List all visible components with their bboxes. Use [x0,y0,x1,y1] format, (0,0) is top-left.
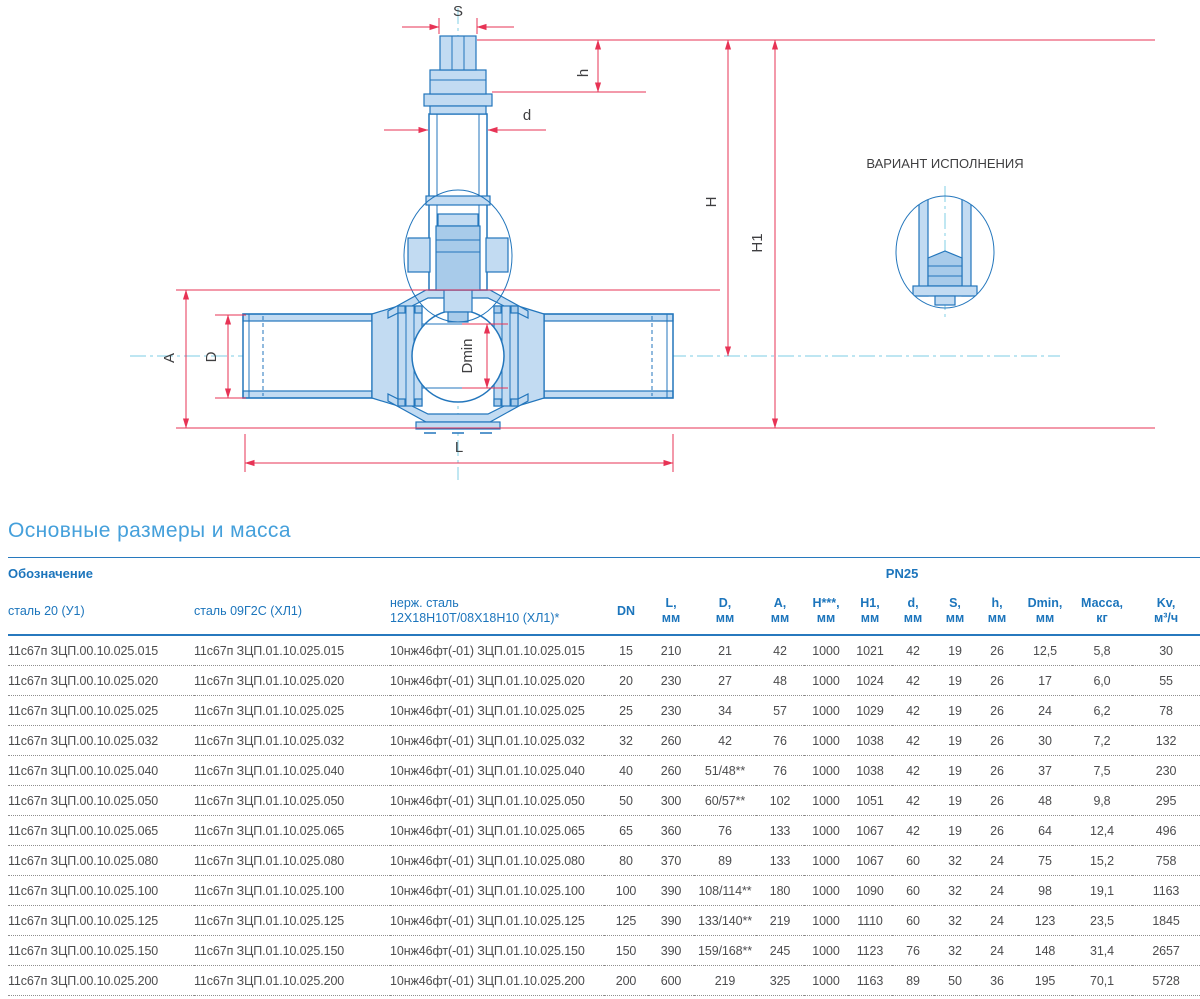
designation-cell: 11с67п ЗЦП.01.10.025.100 [194,876,390,906]
value-cell: 42 [892,816,934,846]
designation-cell: 11с67п ЗЦП.00.10.025.100 [8,876,194,906]
value-cell: 1000 [804,936,848,966]
value-cell: 230 [648,696,694,726]
value-cell: 102 [756,786,804,816]
value-cell: 76 [756,756,804,786]
column-header-H1: H1, мм [848,588,892,635]
value-cell: 1090 [848,876,892,906]
value-cell: 1024 [848,666,892,696]
value-cell: 26 [976,756,1018,786]
designation-cell: 11с67п ЗЦП.00.10.025.040 [8,756,194,786]
value-cell: 390 [648,936,694,966]
value-cell: 600 [648,966,694,996]
value-cell: 758 [1132,846,1200,876]
value-cell: 80 [604,846,648,876]
dimension-label-h: h [575,68,592,78]
value-cell: 65 [604,816,648,846]
value-cell: 2657 [1132,936,1200,966]
value-cell: 36 [976,966,1018,996]
value-cell: 390 [648,906,694,936]
value-cell: 23,5 [1072,906,1132,936]
value-cell: 60/57** [694,786,756,816]
table-row [8,816,1200,846]
column-header-L: L, мм [648,588,694,635]
pn-group-header: PN25 [885,565,919,581]
table-row [8,876,1200,906]
dimension-label-s: S [452,3,464,20]
value-cell: 1000 [804,846,848,876]
value-cell: 260 [648,726,694,756]
value-cell: 300 [648,786,694,816]
value-cell: 19 [934,666,976,696]
value-cell: 32 [604,726,648,756]
table-row [8,936,1200,966]
value-cell: 42 [892,786,934,816]
designation-cell: 11с67п ЗЦП.01.10.025.080 [194,846,390,876]
value-cell: 15,2 [1072,846,1132,876]
value-cell: 1000 [804,635,848,666]
value-cell: 24 [1018,696,1072,726]
section-title: Основные размеры и масса [8,519,291,542]
designation-cell: 10нж46фт(-01) ЗЦП.01.10.025.032 [390,726,604,756]
value-cell: 1163 [1132,876,1200,906]
value-cell: 24 [976,906,1018,936]
variant-detail [866,156,1023,320]
value-cell: 5728 [1132,966,1200,996]
designation-cell: 10нж46фт(-01) ЗЦП.01.10.025.200 [390,966,604,996]
column-header-steel20: сталь 20 (У1) [8,588,194,635]
dimension-label-D: D [203,351,220,363]
designation-cell: 10нж46фт(-01) ЗЦП.01.10.025.015 [390,635,604,666]
value-cell: 20 [604,666,648,696]
value-cell: 24 [976,876,1018,906]
value-cell: 1029 [848,696,892,726]
dimension-label-H: H [703,196,720,208]
value-cell: 19,1 [1072,876,1132,906]
designation-cell: 10нж46фт(-01) ЗЦП.01.10.025.150 [390,936,604,966]
value-cell: 9,8 [1072,786,1132,816]
value-cell: 1051 [848,786,892,816]
designation-cell: 11с67п ЗЦП.01.10.025.025 [194,696,390,726]
value-cell: 26 [976,696,1018,726]
value-cell: 76 [756,726,804,756]
dimensions-table [8,557,1200,996]
value-cell: 1000 [804,696,848,726]
value-cell: 19 [934,786,976,816]
value-cell: 12,4 [1072,816,1132,846]
column-header-A: A, мм [756,588,804,635]
value-cell: 1038 [848,726,892,756]
value-cell: 325 [756,966,804,996]
value-cell: 100 [604,876,648,906]
value-cell: 230 [1132,756,1200,786]
column-header-h: h, мм [976,588,1018,635]
column-header-dn: DN [604,588,648,635]
column-header-D: D, мм [694,588,756,635]
value-cell: 55 [1132,666,1200,696]
table-row [8,696,1200,726]
column-header-H: H***, мм [804,588,848,635]
stem-assembly [404,36,512,322]
column-header-steel09g2s: сталь 09Г2С (ХЛ1) [194,588,390,635]
value-cell: 24 [976,936,1018,966]
table-row [8,906,1200,936]
value-cell: 5,8 [1072,635,1132,666]
column-header-stainless: нерж. сталь 12Х18Н10Т/08Х18Н10 (ХЛ1)* [390,588,604,635]
value-cell: 48 [1018,786,1072,816]
column-header-d: d, мм [892,588,934,635]
value-cell: 1123 [848,936,892,966]
value-cell: 19 [934,696,976,726]
value-cell: 19 [934,816,976,846]
value-cell: 40 [604,756,648,786]
value-cell: 180 [756,876,804,906]
variant-title: ВАРИАНТ ИСПОЛНЕНИЯ [866,156,1024,171]
value-cell: 25 [604,696,648,726]
designation-group-header: Обозначение [8,565,93,581]
value-cell: 125 [604,906,648,936]
designation-cell: 11с67п ЗЦП.00.10.025.065 [8,816,194,846]
designation-cell: 10нж46фт(-01) ЗЦП.01.10.025.050 [390,786,604,816]
column-header-S: S, мм [934,588,976,635]
designation-cell: 11с67п ЗЦП.01.10.025.032 [194,726,390,756]
value-cell: 1000 [804,786,848,816]
value-cell: 30 [1018,726,1072,756]
value-cell: 51/48** [694,756,756,786]
value-cell: 98 [1018,876,1072,906]
table-row [8,726,1200,756]
designation-cell: 11с67п ЗЦП.01.10.025.050 [194,786,390,816]
value-cell: 26 [976,816,1018,846]
value-cell: 24 [976,846,1018,876]
value-cell: 132 [1132,726,1200,756]
designation-cell: 11с67п ЗЦП.01.10.025.040 [194,756,390,786]
value-cell: 32 [934,846,976,876]
designation-cell: 11с67п ЗЦП.00.10.025.025 [8,696,194,726]
designation-cell: 11с67п ЗЦП.00.10.025.200 [8,966,194,996]
table-row [8,966,1200,996]
value-cell: 60 [892,906,934,936]
value-cell: 60 [892,846,934,876]
value-cell: 42 [892,696,934,726]
value-cell: 360 [648,816,694,846]
value-cell: 159/168** [694,936,756,966]
value-cell: 64 [1018,816,1072,846]
designation-cell: 11с67п ЗЦП.01.10.025.200 [194,966,390,996]
table-row [8,786,1200,816]
value-cell: 133 [756,816,804,846]
value-cell: 133 [756,846,804,876]
table-row [8,756,1200,786]
value-cell: 210 [648,635,694,666]
value-cell: 37 [1018,756,1072,786]
designation-cell: 11с67п ЗЦП.00.10.025.015 [8,635,194,666]
dimension-label-L: L [454,439,464,456]
value-cell: 12,5 [1018,635,1072,666]
value-cell: 32 [934,936,976,966]
value-cell: 15 [604,635,648,666]
value-cell: 1000 [804,756,848,786]
value-cell: 195 [1018,966,1072,996]
value-cell: 6,2 [1072,696,1132,726]
value-cell: 370 [648,846,694,876]
value-cell: 89 [694,846,756,876]
value-cell: 32 [934,876,976,906]
value-cell: 89 [892,966,934,996]
value-cell: 42 [694,726,756,756]
value-cell: 1000 [804,876,848,906]
value-cell: 219 [694,966,756,996]
value-cell: 260 [648,756,694,786]
designation-cell: 10нж46фт(-01) ЗЦП.01.10.025.020 [390,666,604,696]
value-cell: 108/114** [694,876,756,906]
value-cell: 1000 [804,816,848,846]
value-cell: 26 [976,786,1018,816]
value-cell: 42 [892,666,934,696]
column-header-mass: Масса, кг [1072,588,1132,635]
column-header-kv: Kv, м³/ч [1132,588,1200,635]
value-cell: 148 [1018,936,1072,966]
value-cell: 42 [892,726,934,756]
designation-cell: 10нж46фт(-01) ЗЦП.01.10.025.065 [390,816,604,846]
designation-cell: 11с67п ЗЦП.00.10.025.125 [8,906,194,936]
value-cell: 1000 [804,906,848,936]
dimension-lines [161,3,1155,472]
value-cell: 6,0 [1072,666,1132,696]
value-cell: 76 [892,936,934,966]
value-cell: 48 [756,666,804,696]
designation-cell: 11с67п ЗЦП.00.10.025.020 [8,666,194,696]
designation-cell: 11с67п ЗЦП.01.10.025.150 [194,936,390,966]
value-cell: 26 [976,726,1018,756]
value-cell: 76 [694,816,756,846]
value-cell: 1845 [1132,906,1200,936]
value-cell: 496 [1132,816,1200,846]
value-cell: 133/140** [694,906,756,936]
value-cell: 42 [892,635,934,666]
designation-cell: 10нж46фт(-01) ЗЦП.01.10.025.100 [390,876,604,906]
value-cell: 57 [756,696,804,726]
value-cell: 42 [892,756,934,786]
value-cell: 1021 [848,635,892,666]
value-cell: 31,4 [1072,936,1132,966]
value-cell: 7,2 [1072,726,1132,756]
dimension-label-H1: H1 [749,233,766,253]
value-cell: 1110 [848,906,892,936]
value-cell: 50 [934,966,976,996]
value-cell: 34 [694,696,756,726]
value-cell: 26 [976,635,1018,666]
value-cell: 390 [648,876,694,906]
table-row [8,846,1200,876]
table-body [8,635,1200,996]
value-cell: 245 [756,936,804,966]
designation-cell: 10нж46фт(-01) ЗЦП.01.10.025.040 [390,756,604,786]
designation-cell: 11с67п ЗЦП.00.10.025.080 [8,846,194,876]
designation-cell: 11с67п ЗЦП.01.10.025.015 [194,635,390,666]
designation-cell: 10нж46фт(-01) ЗЦП.01.10.025.080 [390,846,604,876]
value-cell: 26 [976,666,1018,696]
value-cell: 17 [1018,666,1072,696]
dimension-label-Dmin: Dmin [459,338,476,374]
value-cell: 60 [892,876,934,906]
designation-cell: 11с67п ЗЦП.00.10.025.050 [8,786,194,816]
value-cell: 50 [604,786,648,816]
value-cell: 123 [1018,906,1072,936]
value-cell: 1163 [848,966,892,996]
designation-cell: 11с67п ЗЦП.01.10.025.125 [194,906,390,936]
value-cell: 1038 [848,756,892,786]
value-cell: 78 [1132,696,1200,726]
value-cell: 27 [694,666,756,696]
value-cell: 30 [1132,635,1200,666]
designation-cell: 10нж46фт(-01) ЗЦП.01.10.025.125 [390,906,604,936]
value-cell: 1000 [804,666,848,696]
value-cell: 1067 [848,846,892,876]
dimension-label-A: A [161,352,178,364]
value-cell: 75 [1018,846,1072,876]
value-cell: 1000 [804,726,848,756]
designation-cell: 11с67п ЗЦП.01.10.025.020 [194,666,390,696]
value-cell: 230 [648,666,694,696]
designation-cell: 11с67п ЗЦП.01.10.025.065 [194,816,390,846]
value-cell: 19 [934,756,976,786]
table-row [8,635,1200,666]
value-cell: 200 [604,966,648,996]
value-cell: 1000 [804,966,848,996]
value-cell: 32 [934,906,976,936]
value-cell: 295 [1132,786,1200,816]
column-header-Dmin: Dmin, мм [1018,588,1072,635]
value-cell: 150 [604,936,648,966]
value-cell: 1067 [848,816,892,846]
designation-cell: 10нж46фт(-01) ЗЦП.01.10.025.025 [390,696,604,726]
table-row [8,666,1200,696]
value-cell: 19 [934,635,976,666]
value-cell: 19 [934,726,976,756]
value-cell: 42 [756,635,804,666]
value-cell: 219 [756,906,804,936]
value-cell: 70,1 [1072,966,1132,996]
dimension-label-d: d [522,107,532,124]
value-cell: 7,5 [1072,756,1132,786]
value-cell: 21 [694,635,756,666]
designation-cell: 11с67п ЗЦП.00.10.025.150 [8,936,194,966]
designation-cell: 11с67п ЗЦП.00.10.025.032 [8,726,194,756]
